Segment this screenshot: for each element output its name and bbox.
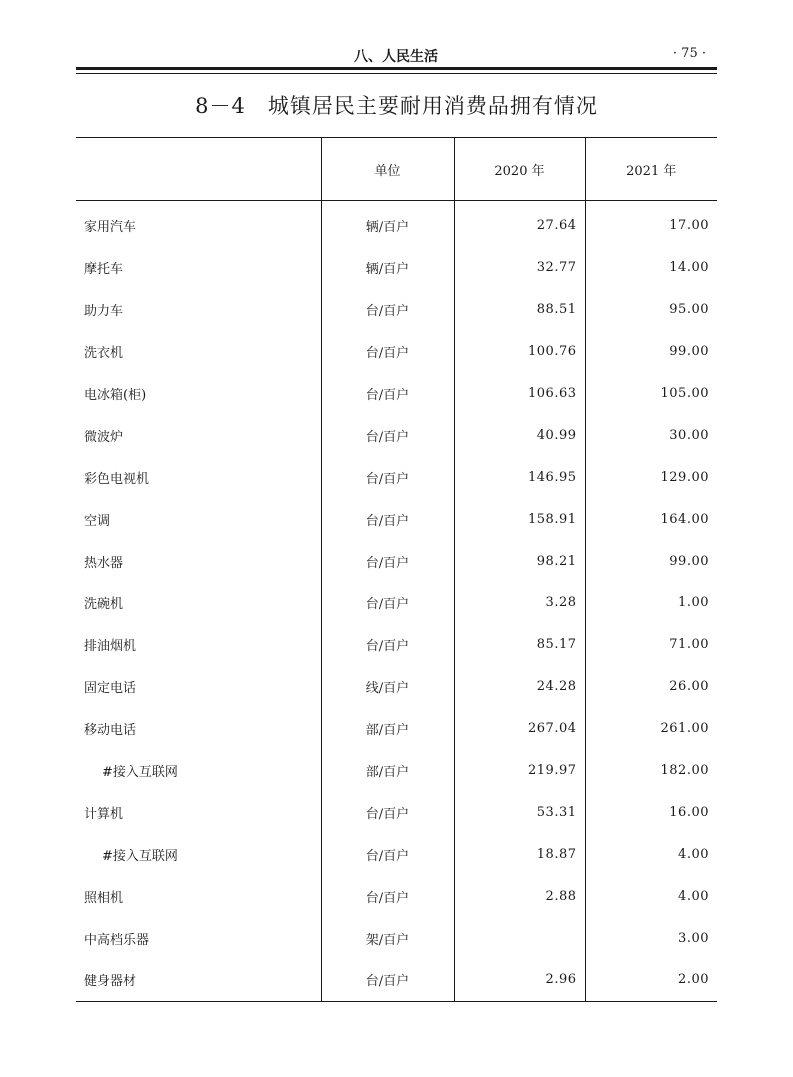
table-title [76,90,717,120]
row-item-label: 计算机 [84,806,124,822]
row-unit: 线/百户 [321,666,454,708]
row-value-2021: 129.00 [585,456,717,498]
row-unit: 台/百户 [321,833,454,875]
table-row [76,708,717,750]
row-value-2020: 3.28 [454,582,585,624]
table-row [76,289,717,331]
row-item-label: 电冰箱(柜) [84,388,147,403]
table-title-text: 城镇居民主要耐用消费品拥有情况 [267,94,598,118]
row-value-2020: 219.97 [454,750,585,792]
row-value-2021: 26.00 [585,666,717,708]
row-value-2020: 267.04 [454,708,585,750]
row-item-label: 排油烟机 [84,639,137,655]
table-row [76,959,717,1001]
row-value-2020: 146.95 [454,456,585,498]
column-header-unit: 单位 [321,138,454,201]
row-item-label: 助力车 [84,304,124,320]
table-number: 8－4 [195,94,246,118]
table-row [76,498,717,540]
row-unit: 架/百户 [321,917,454,959]
header-rule-thin [76,73,717,74]
row-unit: 台/百户 [321,373,454,415]
row-value-2020: 32.77 [454,247,585,289]
row-item-label: 健身器材 [84,974,137,990]
table-row [76,917,717,959]
table-row [76,875,717,917]
row-value-2021: 3.00 [585,917,717,959]
row-item-label: 移动电话 [84,723,137,739]
row-value-2020 [454,917,585,959]
row-unit: 台/百户 [321,498,454,540]
row-item-label: 照相机 [84,890,124,906]
row-unit: 台/百户 [321,289,454,331]
row-unit: 台/百户 [321,540,454,582]
row-value-2021: 14.00 [585,247,717,289]
table-row [76,791,717,833]
column-header-2020: 2020 年 [454,138,585,201]
row-value-2020: 40.99 [454,414,585,456]
row-item-label: 空调 [84,513,111,529]
table-row [76,624,717,666]
row-unit: 台/百户 [321,791,454,833]
row-item-label: 固定电话 [84,681,137,697]
table-row [76,247,717,289]
table-row [76,201,717,247]
row-unit: 台/百户 [321,582,454,624]
row-unit: 辆/百户 [321,201,454,247]
header-rule-thick [76,67,717,70]
row-value-2021: 16.00 [585,791,717,833]
row-value-2021: 261.00 [585,708,717,750]
row-value-2021: 2.00 [585,959,717,1001]
table-body [76,201,717,1002]
table-row [76,750,717,792]
row-item-label: 摩托车 [84,262,124,278]
row-unit: 台/百户 [321,331,454,373]
row-unit: 台/百户 [321,624,454,666]
row-item-label: 洗碗机 [84,597,124,613]
row-value-2021: 182.00 [585,750,717,792]
table-row [76,456,717,498]
column-header-2021: 2021 年 [585,138,717,201]
table-row [76,373,717,415]
table-row [76,582,717,624]
row-item-label: #接入互联网 [102,848,178,864]
row-unit: 辆/百户 [321,247,454,289]
row-value-2020: 2.88 [454,875,585,917]
row-value-2020: 24.28 [454,666,585,708]
row-value-2020: 85.17 [454,624,585,666]
row-value-2020: 106.63 [454,373,585,415]
row-value-2021: 99.00 [585,331,717,373]
row-unit: 台/百户 [321,456,454,498]
durable-goods-table [76,137,717,1002]
row-unit: 台/百户 [321,414,454,456]
row-unit: 台/百户 [321,959,454,1001]
row-value-2021: 30.00 [585,414,717,456]
row-item-label: 洗衣机 [84,346,124,362]
row-value-2021: 4.00 [585,875,717,917]
section-label: 八、人民生活 [354,49,438,65]
row-value-2021: 95.00 [585,289,717,331]
row-value-2020: 27.64 [454,201,585,247]
page-number: · 75 · [672,46,706,61]
row-unit: 台/百户 [321,875,454,917]
row-value-2020: 18.87 [454,833,585,875]
row-item-label: #接入互联网 [102,765,178,781]
row-value-2020: 98.21 [454,540,585,582]
table-row [76,540,717,582]
row-value-2021: 1.00 [585,582,717,624]
row-value-2020: 2.96 [454,959,585,1001]
row-value-2020: 158.91 [454,498,585,540]
column-header-item [76,138,321,201]
row-item-label: 微波炉 [84,429,124,445]
table-header-row [76,138,717,201]
row-value-2021: 17.00 [585,201,717,247]
row-item-label: 家用汽车 [84,220,137,236]
table-row [76,331,717,373]
row-value-2021: 4.00 [585,833,717,875]
row-value-2021: 164.00 [585,498,717,540]
table-row [76,414,717,456]
table-row [76,666,717,708]
row-value-2021: 99.00 [585,540,717,582]
row-unit: 部/百户 [321,750,454,792]
row-value-2020: 53.31 [454,791,585,833]
row-item-label: 彩色电视机 [84,471,150,487]
row-value-2021: 71.00 [585,624,717,666]
row-value-2021: 105.00 [585,373,717,415]
running-head [76,44,716,66]
row-value-2020: 100.76 [454,331,585,373]
row-item-label: 热水器 [84,555,124,571]
row-value-2020: 88.51 [454,289,585,331]
row-item-label: 中高档乐器 [84,932,150,948]
table-row [76,833,717,875]
row-unit: 部/百户 [321,708,454,750]
